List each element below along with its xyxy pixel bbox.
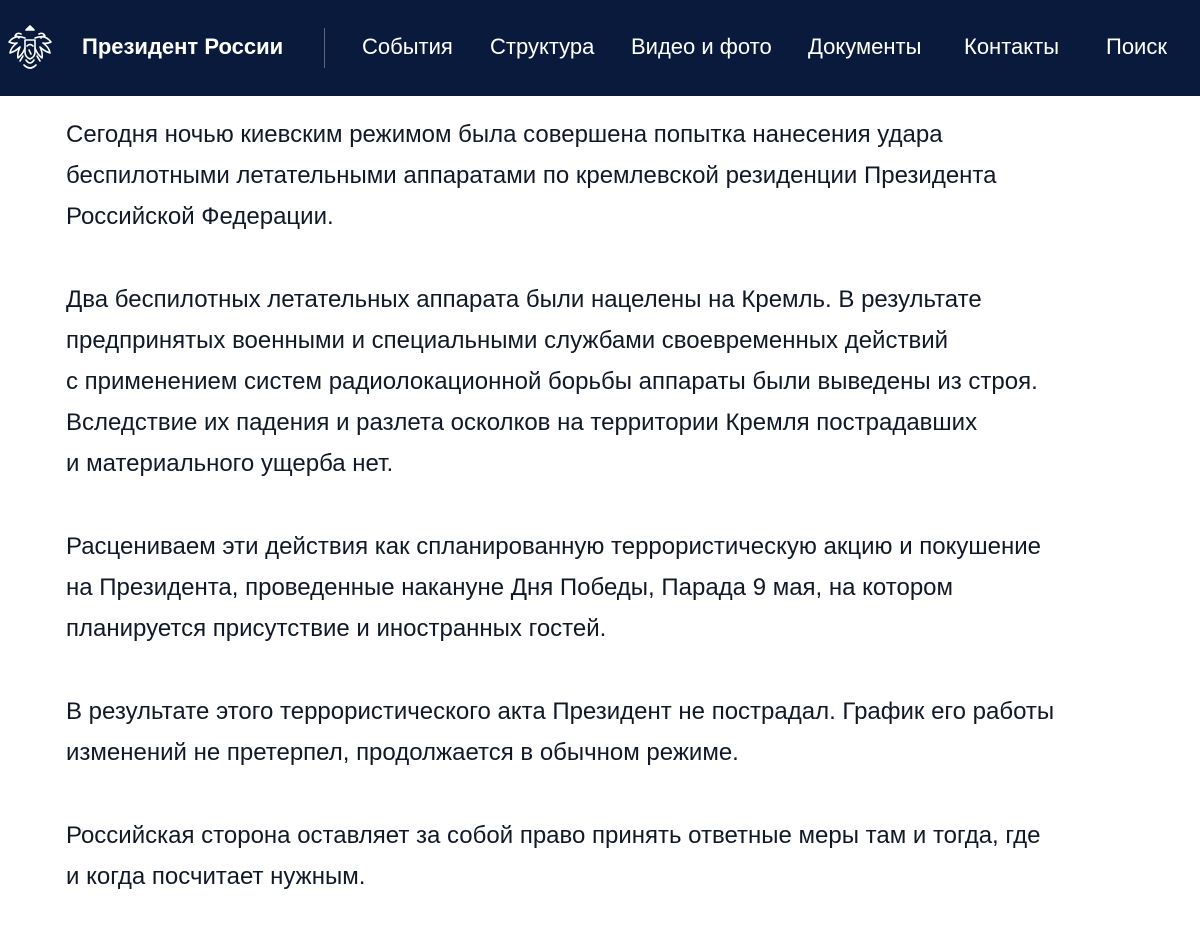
nav-item-search[interactable]: Поиск bbox=[1106, 34, 1167, 59]
double-headed-eagle-icon[interactable] bbox=[5, 24, 55, 72]
site-header bbox=[0, 0, 1200, 96]
site-title[interactable]: Президент России bbox=[82, 34, 284, 59]
nav-item-video-photo[interactable]: Видео и фото bbox=[631, 34, 772, 59]
nav-item-contacts[interactable]: Контакты bbox=[964, 34, 1060, 59]
nav-item-documents[interactable]: Документы bbox=[808, 34, 922, 59]
article-paragraph: Сегодня ночью киевским режимом была совершена попытка нанесения удара беспилотными летательными аппаратами по кремлевской резиденции Президента Российской Федерации. bbox=[66, 121, 997, 230]
article-paragraph: Два беспилотных летательных аппарата были нацелены на Кремль. В результате предпринятых военными и специальными службами своевременных действий с применением систем радиолокационной борьбы аппараты были выведены из строя. Вследствие их падения и разлета осколков на территории Кремля пострадавших и материального ущерба нет. bbox=[66, 286, 1038, 477]
nav-item-events[interactable]: События bbox=[362, 34, 453, 59]
article-paragraph: Расцениваем эти действия как спланированную террористическую акцию и покушение на Президента, проведенные накануне Дня Победы, Парада 9 мая, на котором планируется присутствие и иностранных гостей. bbox=[66, 533, 1042, 642]
nav-item-structure[interactable]: Структура bbox=[490, 34, 595, 59]
article-paragraph: В результате этого террористического акта Президент не пострадал. График его работы изменений не претерпел, продолжается в обычном режиме. bbox=[66, 698, 1055, 766]
header-divider bbox=[324, 28, 325, 68]
article-body bbox=[66, 114, 1166, 939]
article-paragraph: Российская сторона оставляет за собой право принять ответные меры там и тогда, где и когда посчитает нужным. bbox=[66, 822, 1041, 890]
